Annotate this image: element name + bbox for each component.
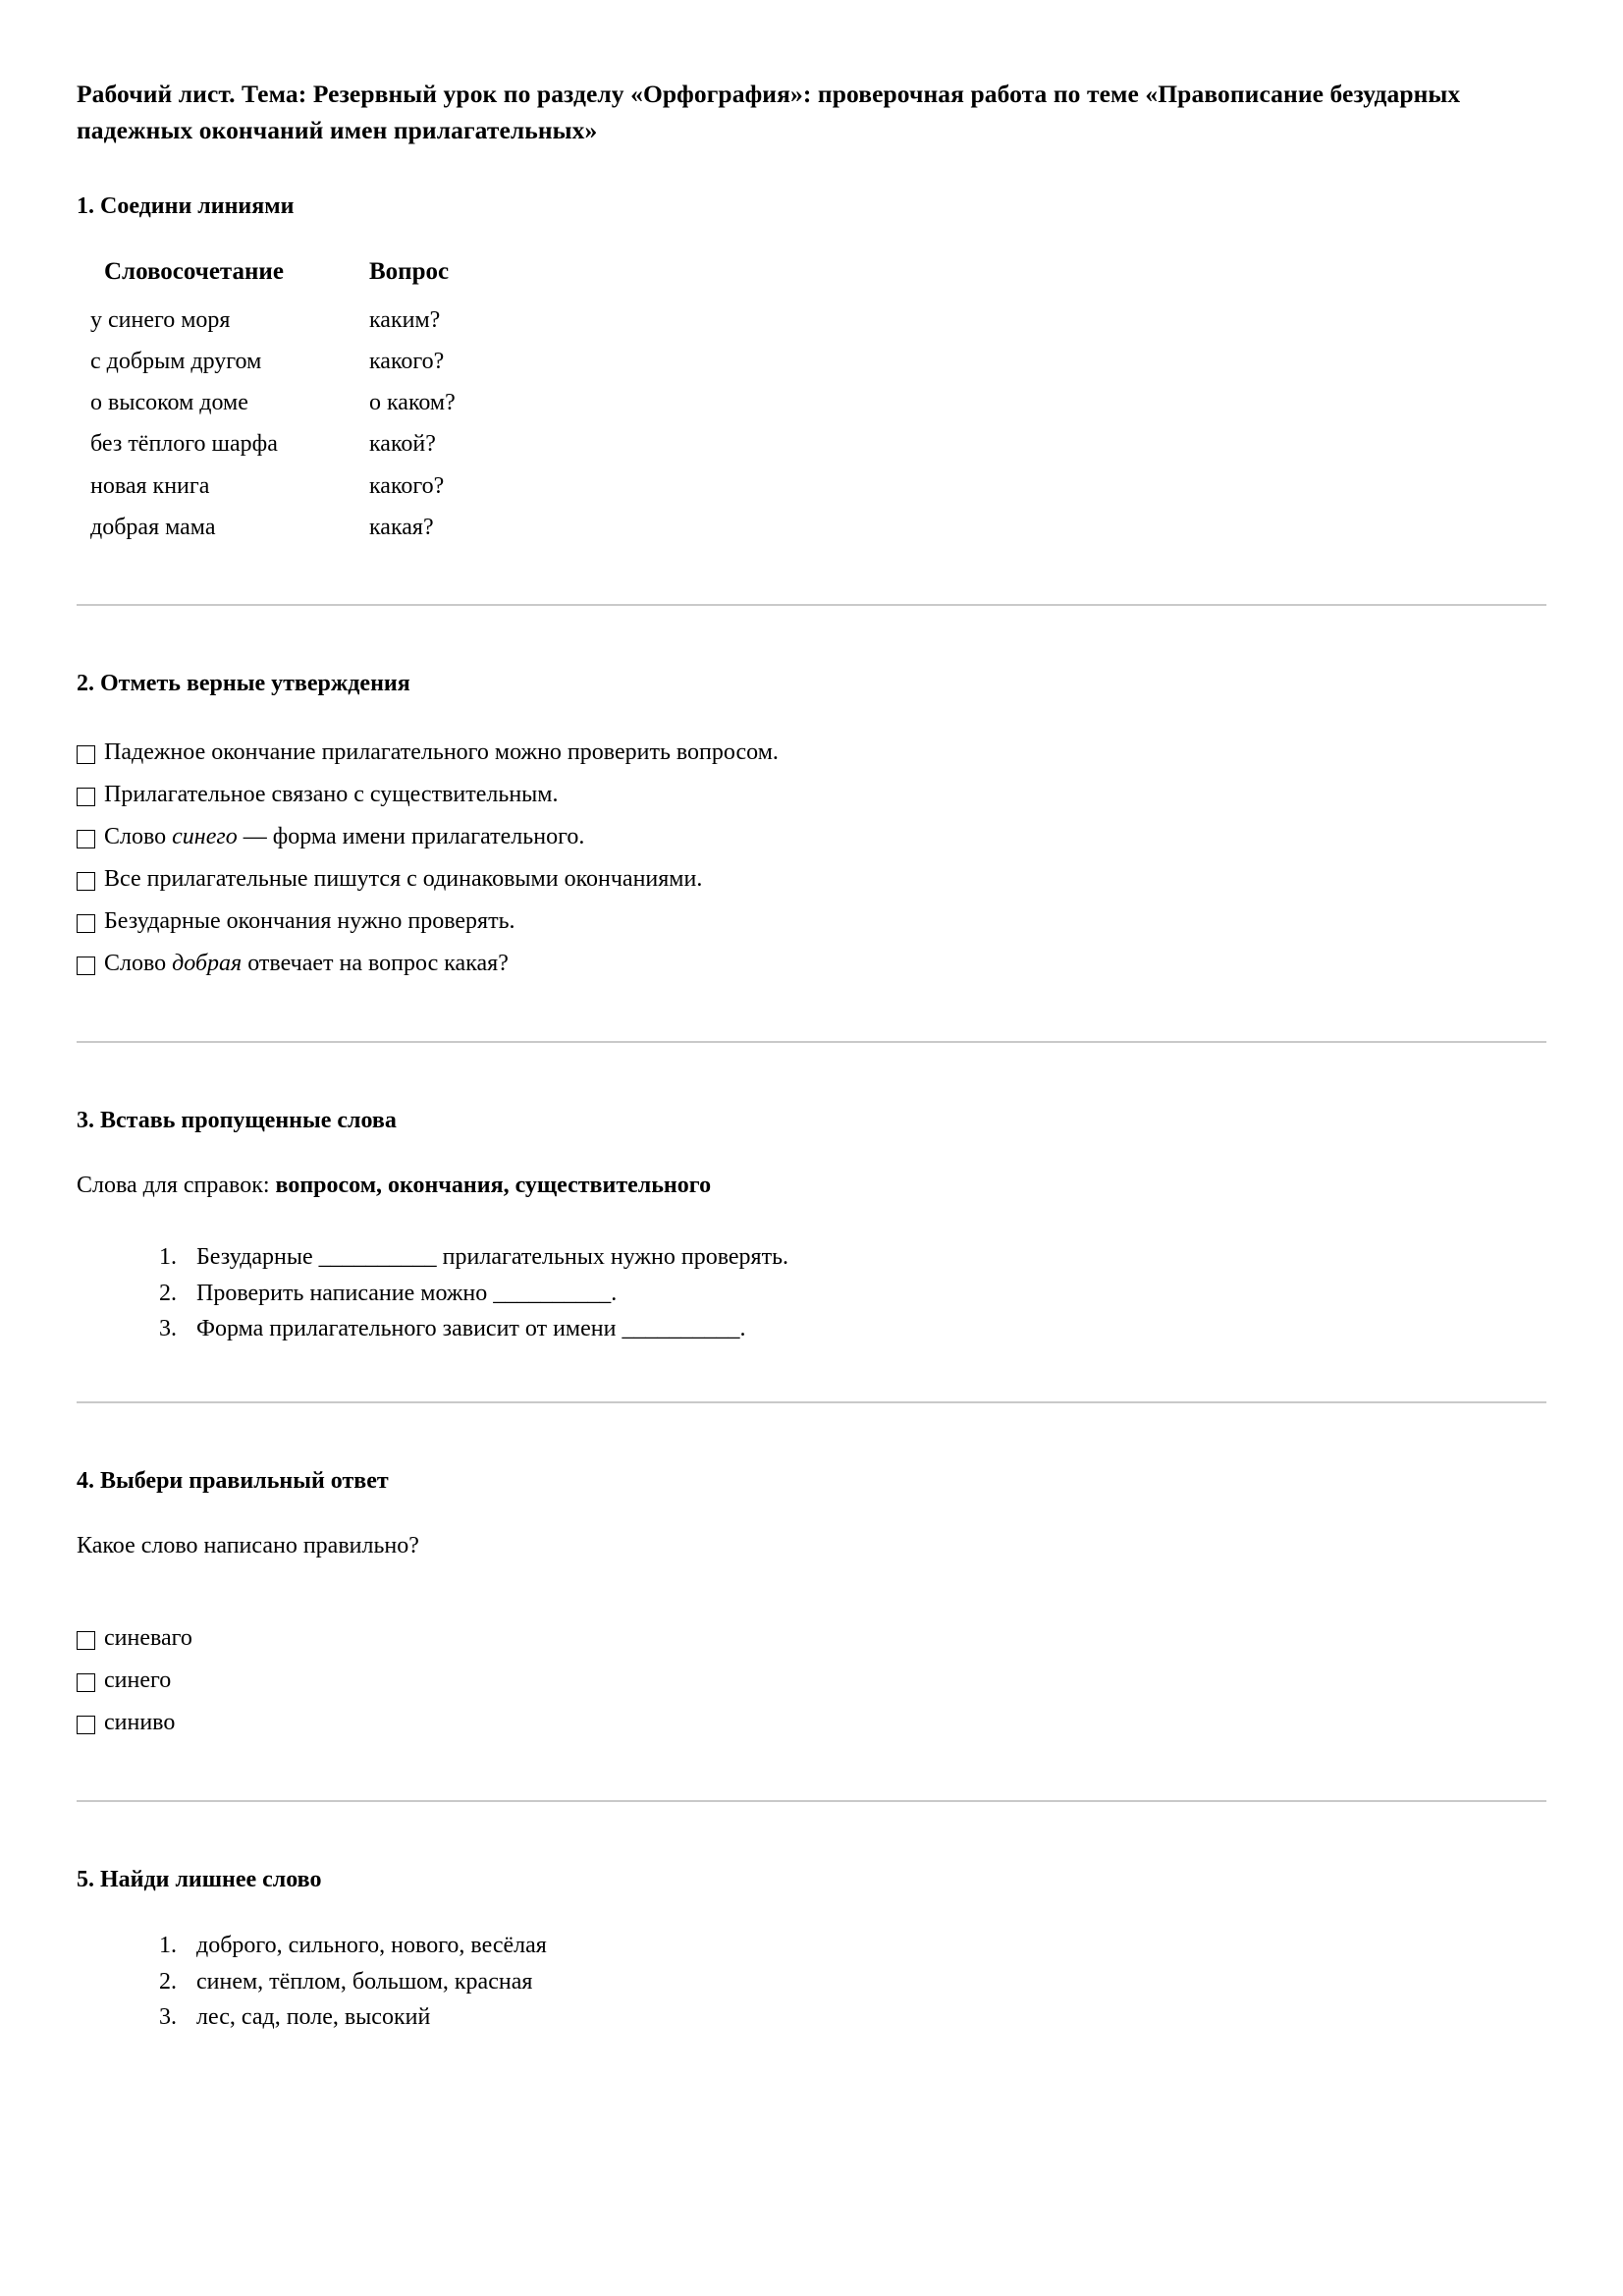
list-item[interactable] — [77, 733, 1546, 775]
question-cell[interactable]: какого? — [369, 472, 445, 499]
section-odd-one-out — [77, 1865, 1546, 2035]
emphasized-word: добрая — [172, 950, 243, 976]
answer-options-list — [77, 1618, 1546, 1745]
list-item[interactable]: 3. Форма прилагательного зависит от имени __________. — [183, 1312, 1546, 1346]
table-row[interactable] — [90, 383, 624, 424]
reference-words: вопросом, окончания, существительного — [275, 1172, 712, 1198]
phrase-cell[interactable]: добрая мама — [90, 514, 216, 540]
question-cell[interactable]: какая? — [369, 514, 434, 540]
phrase-cell[interactable]: с добрым другом — [90, 349, 262, 375]
section-divider — [77, 1401, 1546, 1403]
list-item[interactable]: 3. лес, сад, поле, высокий — [183, 2000, 1546, 2035]
checkbox-icon[interactable] — [77, 745, 95, 764]
section-1-heading: 1. Соедини линиями — [77, 193, 295, 220]
section-5-heading: 5. Найди лишнее слово — [77, 1867, 322, 1893]
column-header-phrase: Словосочетание — [104, 257, 284, 285]
table-row[interactable] — [90, 342, 624, 383]
list-item[interactable]: 1. доброго, сильного, нового, весёлая — [183, 1929, 1546, 1963]
statement-text: Все прилагательные пишутся с одинаковыми окончаниями. — [104, 865, 703, 892]
question-text: Какое слово написано правильно? — [77, 1533, 419, 1559]
list-item[interactable] — [77, 859, 1546, 902]
question-cell[interactable]: какого? — [369, 349, 445, 375]
checkbox-icon[interactable] — [77, 1673, 95, 1692]
spacer — [77, 1595, 1546, 1618]
checkbox-icon[interactable] — [77, 1716, 95, 1734]
phrase-cell[interactable]: у синего моря — [90, 306, 231, 333]
statement-text: Слово синего — форма имени прилагательного. — [104, 824, 585, 849]
phrase-cell[interactable]: новая книга — [90, 472, 210, 499]
question-cell[interactable]: каким? — [369, 306, 441, 333]
list-item[interactable] — [77, 902, 1546, 944]
statement-text: Падежное окончание прилагательного можно проверить вопросом. — [104, 739, 779, 766]
option-label: синеваго — [104, 1625, 192, 1652]
list-item[interactable] — [77, 944, 1546, 986]
section-match-lines — [77, 191, 1546, 549]
checkbox-icon[interactable] — [77, 872, 95, 891]
question-cell[interactable]: какой? — [369, 431, 436, 458]
odd-word-list — [77, 1929, 1546, 2035]
checkbox-icon[interactable] — [77, 914, 95, 933]
statement-text: Слово добрая отвечает на вопрос какая? — [104, 950, 509, 976]
column-header-question: Вопрос — [369, 257, 450, 285]
section-divider — [77, 1800, 1546, 1802]
list-item[interactable]: 2. Проверить написание можно __________. — [183, 1277, 1546, 1311]
checkbox-icon[interactable] — [77, 1631, 95, 1650]
list-item[interactable] — [77, 775, 1546, 817]
list-item[interactable] — [77, 1618, 1546, 1661]
checkbox-icon[interactable] — [77, 957, 95, 975]
list-item[interactable]: 1. Безударные __________ прилагательных нужно проверять. — [183, 1240, 1546, 1275]
section-fill-blanks — [77, 1106, 1546, 1346]
statement-text: Прилагательное связано с существительным. — [104, 782, 559, 808]
section-4-heading: 4. Выбери правильный ответ — [77, 1467, 389, 1494]
section-true-statements — [77, 669, 1546, 986]
page-title: Рабочий лист. Тема: Резервный урок по разделу «Орфография»: проверочная работа по теме «Правописание безударных падежных окончаний имен прилагательных» — [77, 80, 1461, 144]
table-header-row — [90, 256, 624, 301]
reference-label: Слова для справок: — [77, 1172, 276, 1198]
checkbox-icon[interactable] — [77, 788, 95, 806]
phrase-cell[interactable]: без тёплого шарфа — [90, 431, 278, 458]
list-item[interactable] — [77, 817, 1546, 859]
table-row[interactable] — [90, 508, 624, 549]
section-2-heading: 2. Отметь верные утверждения — [77, 671, 410, 696]
section-divider — [77, 1041, 1546, 1043]
emphasized-word: синего — [172, 824, 238, 849]
word-pair-table — [90, 256, 624, 549]
list-item[interactable]: 2. синем, тёплом, большом, красная — [183, 1965, 1546, 1999]
option-label: синего — [104, 1667, 172, 1694]
list-item[interactable] — [77, 1661, 1546, 1703]
option-label: синиво — [104, 1710, 176, 1736]
section-3-heading: 3. Вставь пропущенные слова — [77, 1107, 397, 1133]
statement-checkbox-list — [77, 733, 1546, 985]
table-row[interactable] — [90, 424, 624, 465]
question-cell[interactable]: о каком? — [369, 390, 456, 416]
list-item[interactable] — [77, 1703, 1546, 1745]
table-row[interactable] — [90, 466, 624, 508]
phrase-cell[interactable]: о высоком доме — [90, 390, 248, 416]
section-choose-answer — [77, 1466, 1546, 1745]
table-row[interactable] — [90, 301, 624, 342]
checkbox-icon[interactable] — [77, 830, 95, 848]
statement-text: Безударные окончания нужно проверять. — [104, 907, 515, 934]
section-divider — [77, 604, 1546, 606]
fill-blank-list — [77, 1240, 1546, 1346]
reference-words-line — [77, 1170, 1546, 1201]
